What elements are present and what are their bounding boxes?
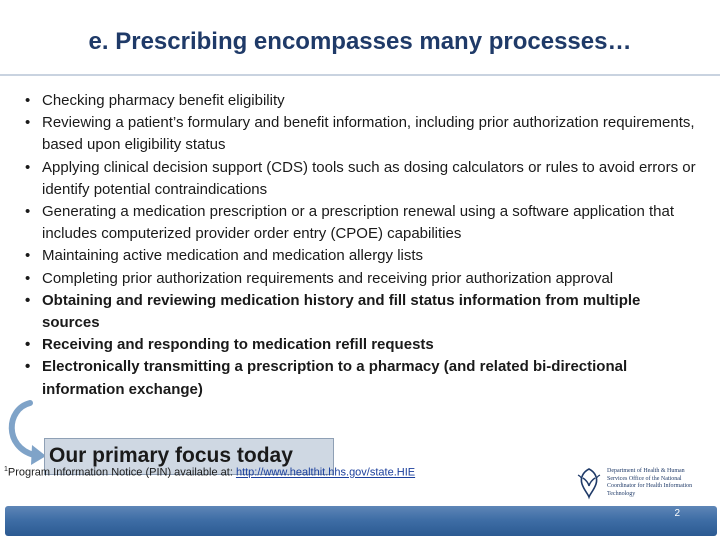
bullet-item: • Reviewing a patient’s formulary and benefit information, including prior authorization requirements, based upon eligibility status (21, 112, 701, 156)
footnote-link[interactable]: http://www.healthit.hhs.gov/state.HIE (235, 466, 416, 479)
footnote-marker: 1 (4, 466, 8, 473)
focus-callout-label: Our primary focus today (49, 444, 293, 467)
bullet-item: • Checking pharmacy benefit eligibility (21, 90, 701, 112)
title-divider (0, 74, 720, 76)
slide-title: e. Prescribing encompasses many processes… (88, 28, 632, 55)
hhs-eagle-seal-icon (574, 466, 604, 500)
bullet-item: • Completing prior authorization requirements and receiving prior authorization approval (21, 268, 701, 290)
hhs-onc-logo-text: Department of Health & Human Services Office of the National Coordinator for Health Information Technology (607, 468, 693, 497)
bullet-item: • Receiving and responding to medication refill requests (21, 334, 701, 356)
bullet-item: • Obtaining and reviewing medication history and fill status information from multiple sources (21, 290, 701, 334)
bullet-item: • Applying clinical decision support (CDS) tools such as dosing calculators or rules to avoid errors or identify potential contraindications (21, 157, 701, 201)
footnote-text: Program Information Notice (PIN) available at: (7, 466, 236, 479)
bullet-item: • Electronically transmitting a prescription to a pharmacy (and related bi-directional information exchange) (21, 356, 701, 400)
hhs-onc-logo (574, 466, 694, 500)
bullet-list (21, 90, 701, 401)
footnote (4, 466, 415, 479)
footer-bar (5, 506, 717, 536)
page-number: 2 (674, 508, 680, 519)
bullet-item: • Maintaining active medication and medication allergy lists (21, 245, 701, 267)
bullet-item: • Generating a medication prescription or a prescription renewal using a software application that includes computerized provider order entry (CPOE) capabilities (21, 201, 701, 245)
